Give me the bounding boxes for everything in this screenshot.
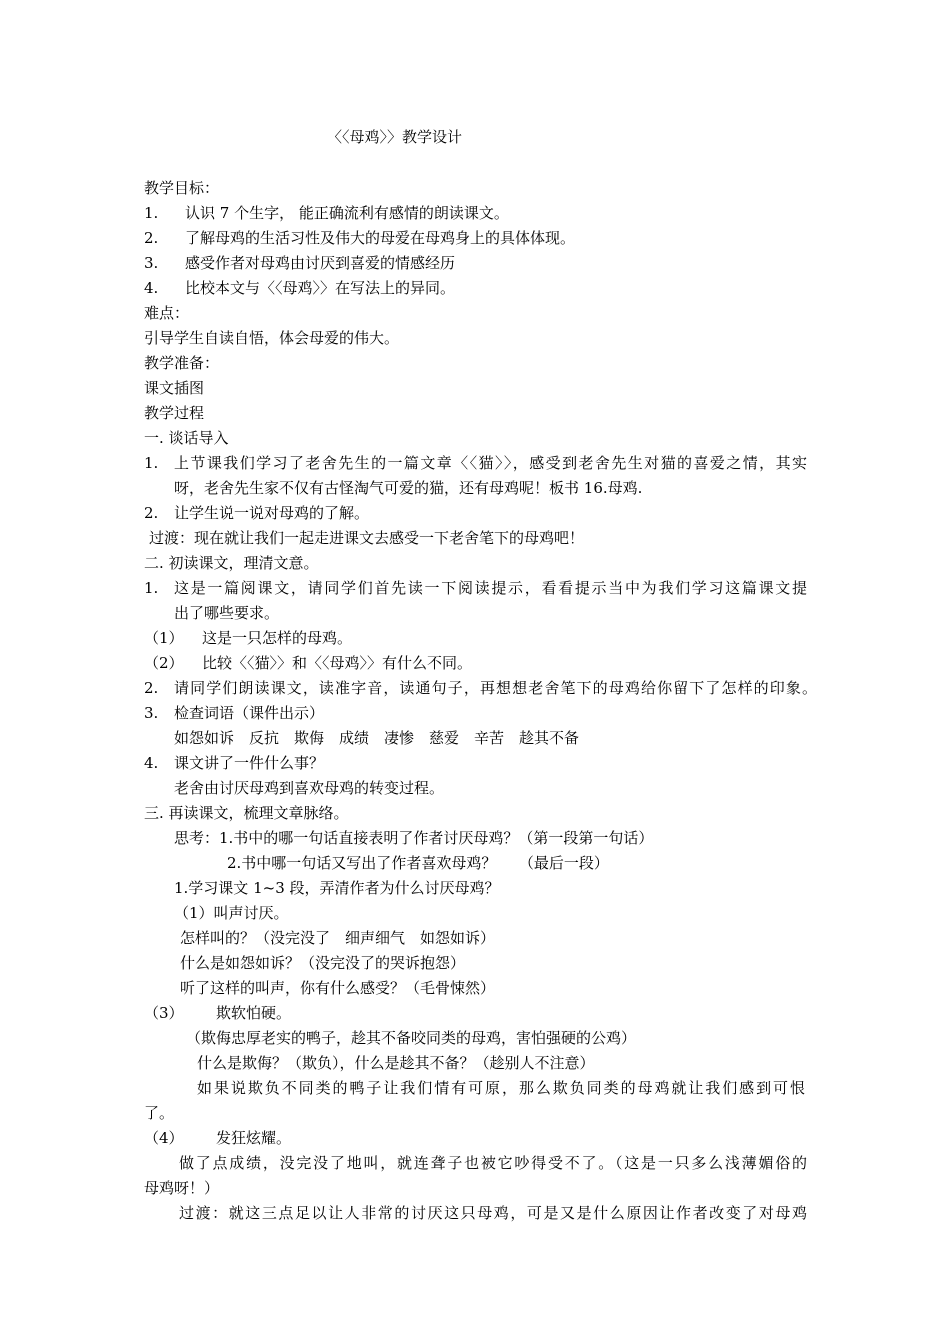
paragraph-line: 母鸡呀！）: [144, 1179, 220, 1197]
goal-text: 比校本文与〈〈母鸡〉〉在写法上的异同。: [185, 279, 456, 297]
point-number: （3）: [144, 1004, 184, 1022]
item-number: 1.: [144, 454, 159, 472]
vocabulary-words: 如怨如诉 反抗 欺侮 成绩 凄惨 慈爱 辛苦 趁其不备: [174, 729, 580, 747]
point-heading: 发狂炫耀。: [216, 1129, 292, 1147]
goal-text: 认识 7 个生字， 能正确流利有感情的朗读课文。: [185, 204, 509, 222]
prep-heading: 教学准备：: [144, 354, 220, 372]
answer-text: 老舍由讨厌母鸡到喜欢母鸡的转变过程。: [174, 779, 445, 797]
think-question: 2.书中哪一句话又写出了作者喜欢母鸡？ （最后一段）: [227, 854, 609, 872]
goal-number: 1.: [144, 204, 159, 222]
paragraph-line: 做了点成绩，没完没了地叫，就连聋子也被它吵得受不了。（这是一只多么浅薄媚俗的: [179, 1154, 807, 1172]
question-line: 听了这样的叫声，你有什么感受？（毛骨悚然）: [180, 979, 496, 997]
item-number: 2.: [144, 504, 159, 522]
paragraph-line: 这是一篇阅课文，请同学们首先读一下阅读提示，看看提示当中为我们学习这篇课文提: [174, 579, 807, 597]
point-heading: （1）叫声讨厌。: [174, 904, 289, 922]
paragraph-line: 上节课我们学习了老舍先生的一篇文章〈〈猫〉〉，感受到老舍先生对猫的喜爱之情，其实: [174, 454, 807, 472]
item-number: 1.: [144, 579, 159, 597]
section-heading: 二. 初读课文，理清文意。: [144, 554, 319, 572]
study-task: 1.学习课文 1~3 段，弄清作者为什么讨厌母鸡？: [174, 879, 500, 897]
paragraph-line: 请同学们朗读课文，读准字音，读通句子，再想想老舍笔下的母鸡给你留下了怎样的印象。: [174, 679, 817, 697]
goals-heading: 教学目标：: [144, 179, 220, 197]
section-heading: 一. 谈话导入: [144, 429, 229, 447]
question-line: 怎样叫的？（没完没了 细声细气 如怨如诉）: [180, 929, 496, 947]
paragraph-line: 课文讲了一件什么事？: [174, 754, 325, 772]
question-line: 什么是欺侮？（欺负），什么是趁其不备？（趁别人不注意）: [197, 1054, 595, 1072]
difficulty-heading: 难点：: [144, 304, 190, 322]
paragraph-line: 如果说欺负不同类的鸭子让我们情有可原，那么欺负同类的母鸡就让我们感到可恨: [197, 1079, 805, 1097]
paragraph-line: 检查词语（课件出示）: [174, 704, 325, 722]
prep-text: 课文插图: [144, 379, 205, 397]
goal-text: 感受作者对母鸡由讨厌到喜爱的情感经历: [185, 254, 456, 272]
sub-item-number: （1）: [144, 629, 184, 647]
paragraph-line: （欺侮忠厚老实的鸭子，趁其不备咬同类的母鸡，害怕强硬的公鸡）: [186, 1029, 637, 1047]
goal-text: 了解母鸡的生活习性及伟大的母爱在母鸡身上的具体体现。: [185, 229, 576, 247]
item-number: 4.: [144, 754, 159, 772]
point-heading: 欺软怕硬。: [216, 1004, 292, 1022]
goal-number: 2.: [144, 229, 159, 247]
paragraph-line: 出了哪些要求。: [174, 604, 280, 622]
question-line: 什么是如怨如诉？（没完没了的哭诉抱怨）: [180, 954, 466, 972]
paragraph-line: 了。: [144, 1104, 175, 1122]
process-heading: 教学过程: [144, 404, 205, 422]
item-number: 2.: [144, 679, 159, 697]
section-heading: 三. 再读课文，梳理文章脉络。: [144, 804, 349, 822]
goal-number: 4.: [144, 279, 159, 297]
paragraph-line: 让学生说一说对母鸡的了解。: [174, 504, 370, 522]
item-number: 3.: [144, 704, 159, 722]
page-title: 〈〈母鸡〉〉教学设计: [327, 128, 463, 146]
difficulty-text: 引导学生自读自悟，体会母爱的伟大。: [144, 329, 400, 347]
sub-item-number: （2）: [144, 654, 184, 672]
transition-text: 过渡：就这三点足以让人非常的讨厌这只母鸡，可是又是什么原因让作者改变了对母鸡: [179, 1204, 807, 1222]
goal-number: 3.: [144, 254, 159, 272]
transition-text: 过渡：现在就让我们一起走进课文去感受一下老舍笔下的母鸡吧！: [149, 529, 585, 547]
think-question: 思考：1.书中的哪一句话直接表明了作者讨厌母鸡？（第一段第一句话）: [174, 829, 654, 847]
sub-item-text: 比较〈〈猫〉〉和〈〈母鸡〉〉有什么不同。: [202, 654, 473, 672]
point-number: （4）: [144, 1129, 184, 1147]
sub-item-text: 这是一只怎样的母鸡。: [202, 629, 353, 647]
paragraph-line: 呀，老舍先生家不仅有古怪淘气可爱的猫，还有母鸡呢！板书 16.母鸡.: [174, 479, 643, 497]
